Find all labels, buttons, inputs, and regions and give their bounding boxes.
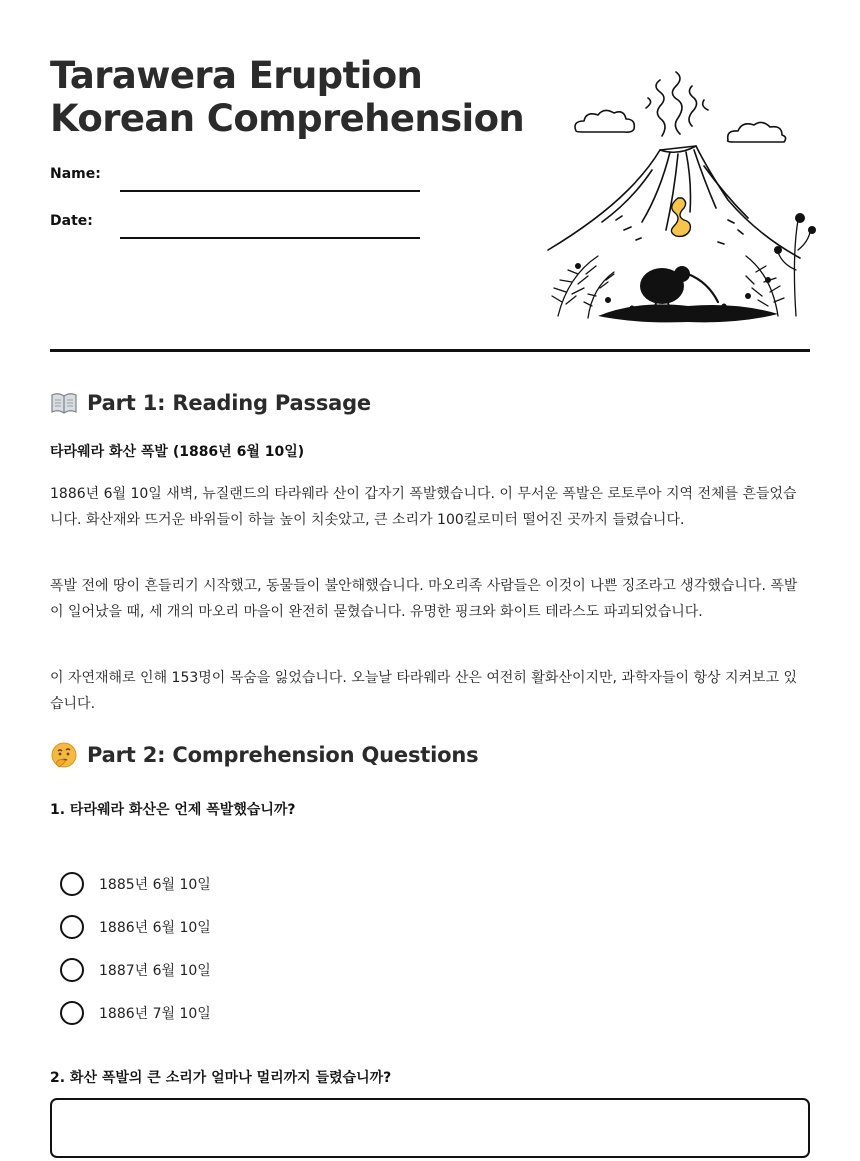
name-underline[interactable] (120, 190, 420, 192)
question-2-answer-box[interactable] (50, 1098, 810, 1158)
question-1-option-c[interactable] (60, 948, 460, 991)
question-1-option-a[interactable] (60, 862, 460, 905)
cloud-right-icon (728, 122, 786, 142)
fern-right-icon (746, 256, 784, 316)
fern-left-icon (552, 256, 598, 316)
name-field[interactable] (50, 166, 420, 196)
option-label: 1886년 6월 10일 (99, 919, 211, 936)
flower-icon (795, 213, 805, 223)
radio-button[interactable] (60, 915, 84, 939)
date-label: Date: (50, 213, 93, 229)
part1-heading (50, 390, 371, 416)
part1-title: Part 1: Reading Passage (87, 391, 371, 415)
passage-paragraph-3: 이 자연재해로 인해 153명이 목숨을 잃었습니다. 오늘날 타라웨라 산은 여전히 활화산이지만, 과학자들이 항상 지켜보고 있습니다. (50, 670, 798, 712)
question-2-answer-input[interactable] (52, 1100, 808, 1156)
question-1-option-b[interactable] (60, 905, 460, 948)
lava-flow-icon (671, 198, 690, 236)
passage-paragraph-1: 1886년 6월 10일 새벽, 뉴질랜드의 타라웨라 산이 갑자기 폭발했습니다. 이 무서운 폭발은 로토루아 지역 전체를 흔들었습니다. 화산재와 뜨거운 바위들이 하늘 높이 치솟았고, 큰 소리가 100킬로미터 떨어진 곳까지 들렸습니다. (50, 486, 797, 528)
date-underline[interactable] (120, 237, 420, 239)
question-1-options (60, 862, 460, 1034)
volcano-kiwi-illustration (528, 70, 818, 328)
title-line-1: Tarawera Eruption (50, 54, 423, 97)
smoke-icon (646, 72, 708, 136)
option-label: 1885년 6월 10일 (99, 876, 211, 893)
flower-stem (778, 220, 810, 316)
worksheet-page (50, 0, 810, 1086)
date-field[interactable] (50, 213, 420, 243)
passage-title: 타라웨라 화산 폭발 (1886년 6월 10일) (50, 444, 305, 460)
worksheet-title (50, 54, 524, 140)
name-label: Name: (50, 166, 101, 182)
cloud-left-icon (575, 110, 634, 132)
title-line-2: Korean Comprehension (50, 97, 525, 140)
worksheet-header (50, 0, 810, 352)
question-1-text: 1. 타라웨라 화산은 언제 폭발했습니까? (50, 802, 296, 818)
header-divider (50, 349, 810, 352)
option-label: 1886년 7월 10일 (99, 1005, 211, 1022)
part2-title: Part 2: Comprehension Questions (87, 743, 479, 767)
radio-button[interactable] (60, 872, 84, 896)
thinking-face-icon (50, 742, 78, 768)
radio-button[interactable] (60, 958, 84, 982)
open-book-icon (50, 390, 78, 416)
radio-button[interactable] (60, 1001, 84, 1025)
part2-heading (50, 742, 478, 768)
question-1-option-d[interactable] (60, 991, 460, 1034)
option-label: 1887년 6월 10일 (99, 962, 211, 979)
ground-shadow (598, 304, 778, 322)
question-2-text: 2. 화산 폭발의 큰 소리가 얼마나 멀리까지 들렸습니까? (50, 1070, 392, 1086)
passage-paragraph-2: 폭발 전에 땅이 흔들리기 시작했고, 동물들이 불안해했습니다. 마오리족 사람들은 이것이 나쁜 징조라고 생각했습니다. 폭발이 일어났을 때, 세 개의 마오리 마을이 완전히 묻혔습니다. 유명한 핑크와 화이트 테라스도 파괴되었습니다. (50, 578, 798, 620)
